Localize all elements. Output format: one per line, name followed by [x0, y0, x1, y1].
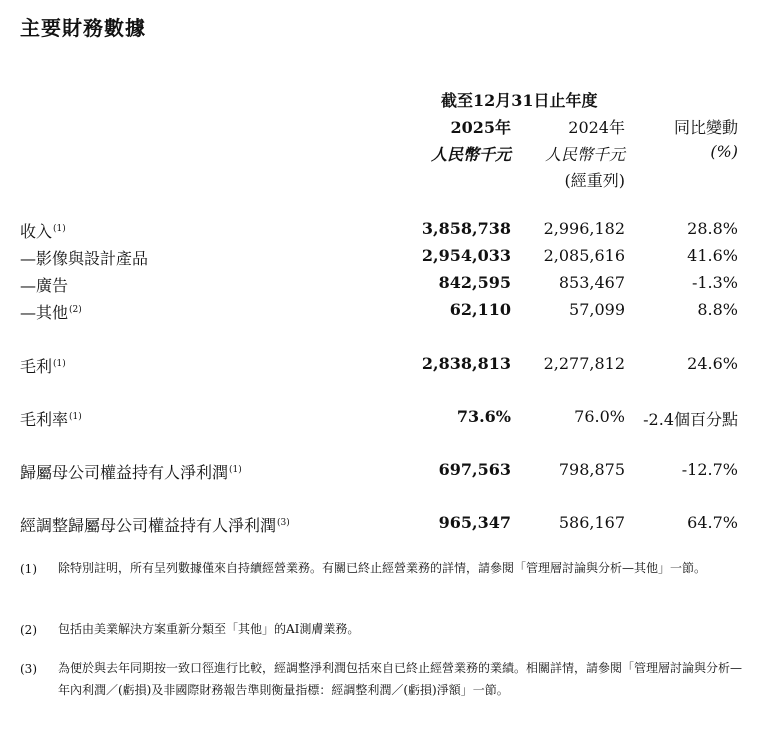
- value-2025: 2,954,033: [421, 246, 511, 265]
- col-yoy-unit: (%): [710, 142, 738, 161]
- col-yoy-label: 同比變動: [673, 118, 738, 137]
- col-2024-year: 2024年: [568, 118, 625, 137]
- value-yoy: 8.8%: [697, 300, 738, 319]
- row-label: 經調整歸屬母公司權益持有人淨利潤: [20, 516, 277, 535]
- value-yoy: -2.4個百分點: [643, 410, 738, 429]
- footnote-text: 包括由美業解決方案重新分類至「其他」的AI測膚業務。: [58, 622, 360, 636]
- row-label: —影像與設計產品: [20, 249, 149, 268]
- value-yoy: -1.3%: [691, 273, 738, 292]
- footnote-ref: (3): [277, 518, 290, 528]
- footnote-number: (1): [20, 562, 37, 576]
- value-2024: 853,467: [558, 273, 625, 292]
- footnote-text: 除特別註明，所有呈列數據僅來自持續經營業務。有關已終止經營業務的詳情，請參閱「管理層討論與分析—其他」一節。: [58, 561, 707, 575]
- row-label: 歸屬母公司權益持有人淨利潤: [20, 463, 229, 482]
- value-2024: 798,875: [558, 460, 625, 479]
- page-title: 主要財務數據: [20, 16, 146, 40]
- footnote-ref: (1): [53, 359, 66, 369]
- col-2024-restated-note: (經重列): [564, 171, 625, 190]
- row-label: 毛利: [20, 357, 53, 376]
- value-2024: 76.0%: [574, 407, 625, 426]
- row-label: 收入: [20, 222, 53, 241]
- footnote-number: (3): [20, 662, 37, 676]
- value-yoy: 24.6%: [687, 354, 738, 373]
- row-label: 毛利率: [20, 410, 69, 429]
- value-2024: 586,167: [558, 513, 625, 532]
- value-2025: 62,110: [449, 300, 511, 319]
- value-2025: 2,838,813: [421, 354, 511, 373]
- footnote-number: (2): [20, 623, 37, 637]
- col-2024-unit: 人民幣千元: [544, 145, 625, 164]
- row-label: —廣告: [20, 276, 69, 295]
- col-2025-year: 2025年: [450, 118, 511, 137]
- value-2024: 2,277,812: [543, 354, 625, 373]
- value-2025: 3,858,738: [421, 219, 511, 238]
- period-header: 截至12月31日止年度: [441, 91, 598, 110]
- value-2025: 842,595: [438, 273, 511, 292]
- value-2025: 965,347: [438, 513, 511, 532]
- value-2024: 2,996,182: [543, 219, 625, 238]
- value-2024: 2,085,616: [543, 246, 625, 265]
- footnote-ref: (1): [53, 224, 66, 234]
- footnote-ref: (1): [69, 412, 82, 422]
- value-yoy: 64.7%: [687, 513, 738, 532]
- value-yoy: -12.7%: [681, 460, 738, 479]
- value-yoy: 28.8%: [687, 219, 738, 238]
- value-2024: 57,099: [569, 300, 625, 319]
- value-2025: 73.6%: [456, 407, 511, 426]
- footnote-ref: (2): [69, 305, 82, 315]
- col-2025-unit: 人民幣千元: [430, 145, 511, 164]
- row-label: —其他: [20, 303, 69, 322]
- footnote-ref: (1): [229, 465, 242, 475]
- footnote-text: 為便於與去年同期按一致口徑進行比較，經調整淨利潤包括來自已終止經營業務的業績。相關詳情，請參閱「管理層討論與分析—年內利潤／(虧損)及非國際財務報告準則衡量指標：經調整利潤／(虧損)淨額」一節。: [58, 661, 743, 697]
- value-2025: 697,563: [438, 460, 511, 479]
- value-yoy: 41.6%: [687, 246, 738, 265]
